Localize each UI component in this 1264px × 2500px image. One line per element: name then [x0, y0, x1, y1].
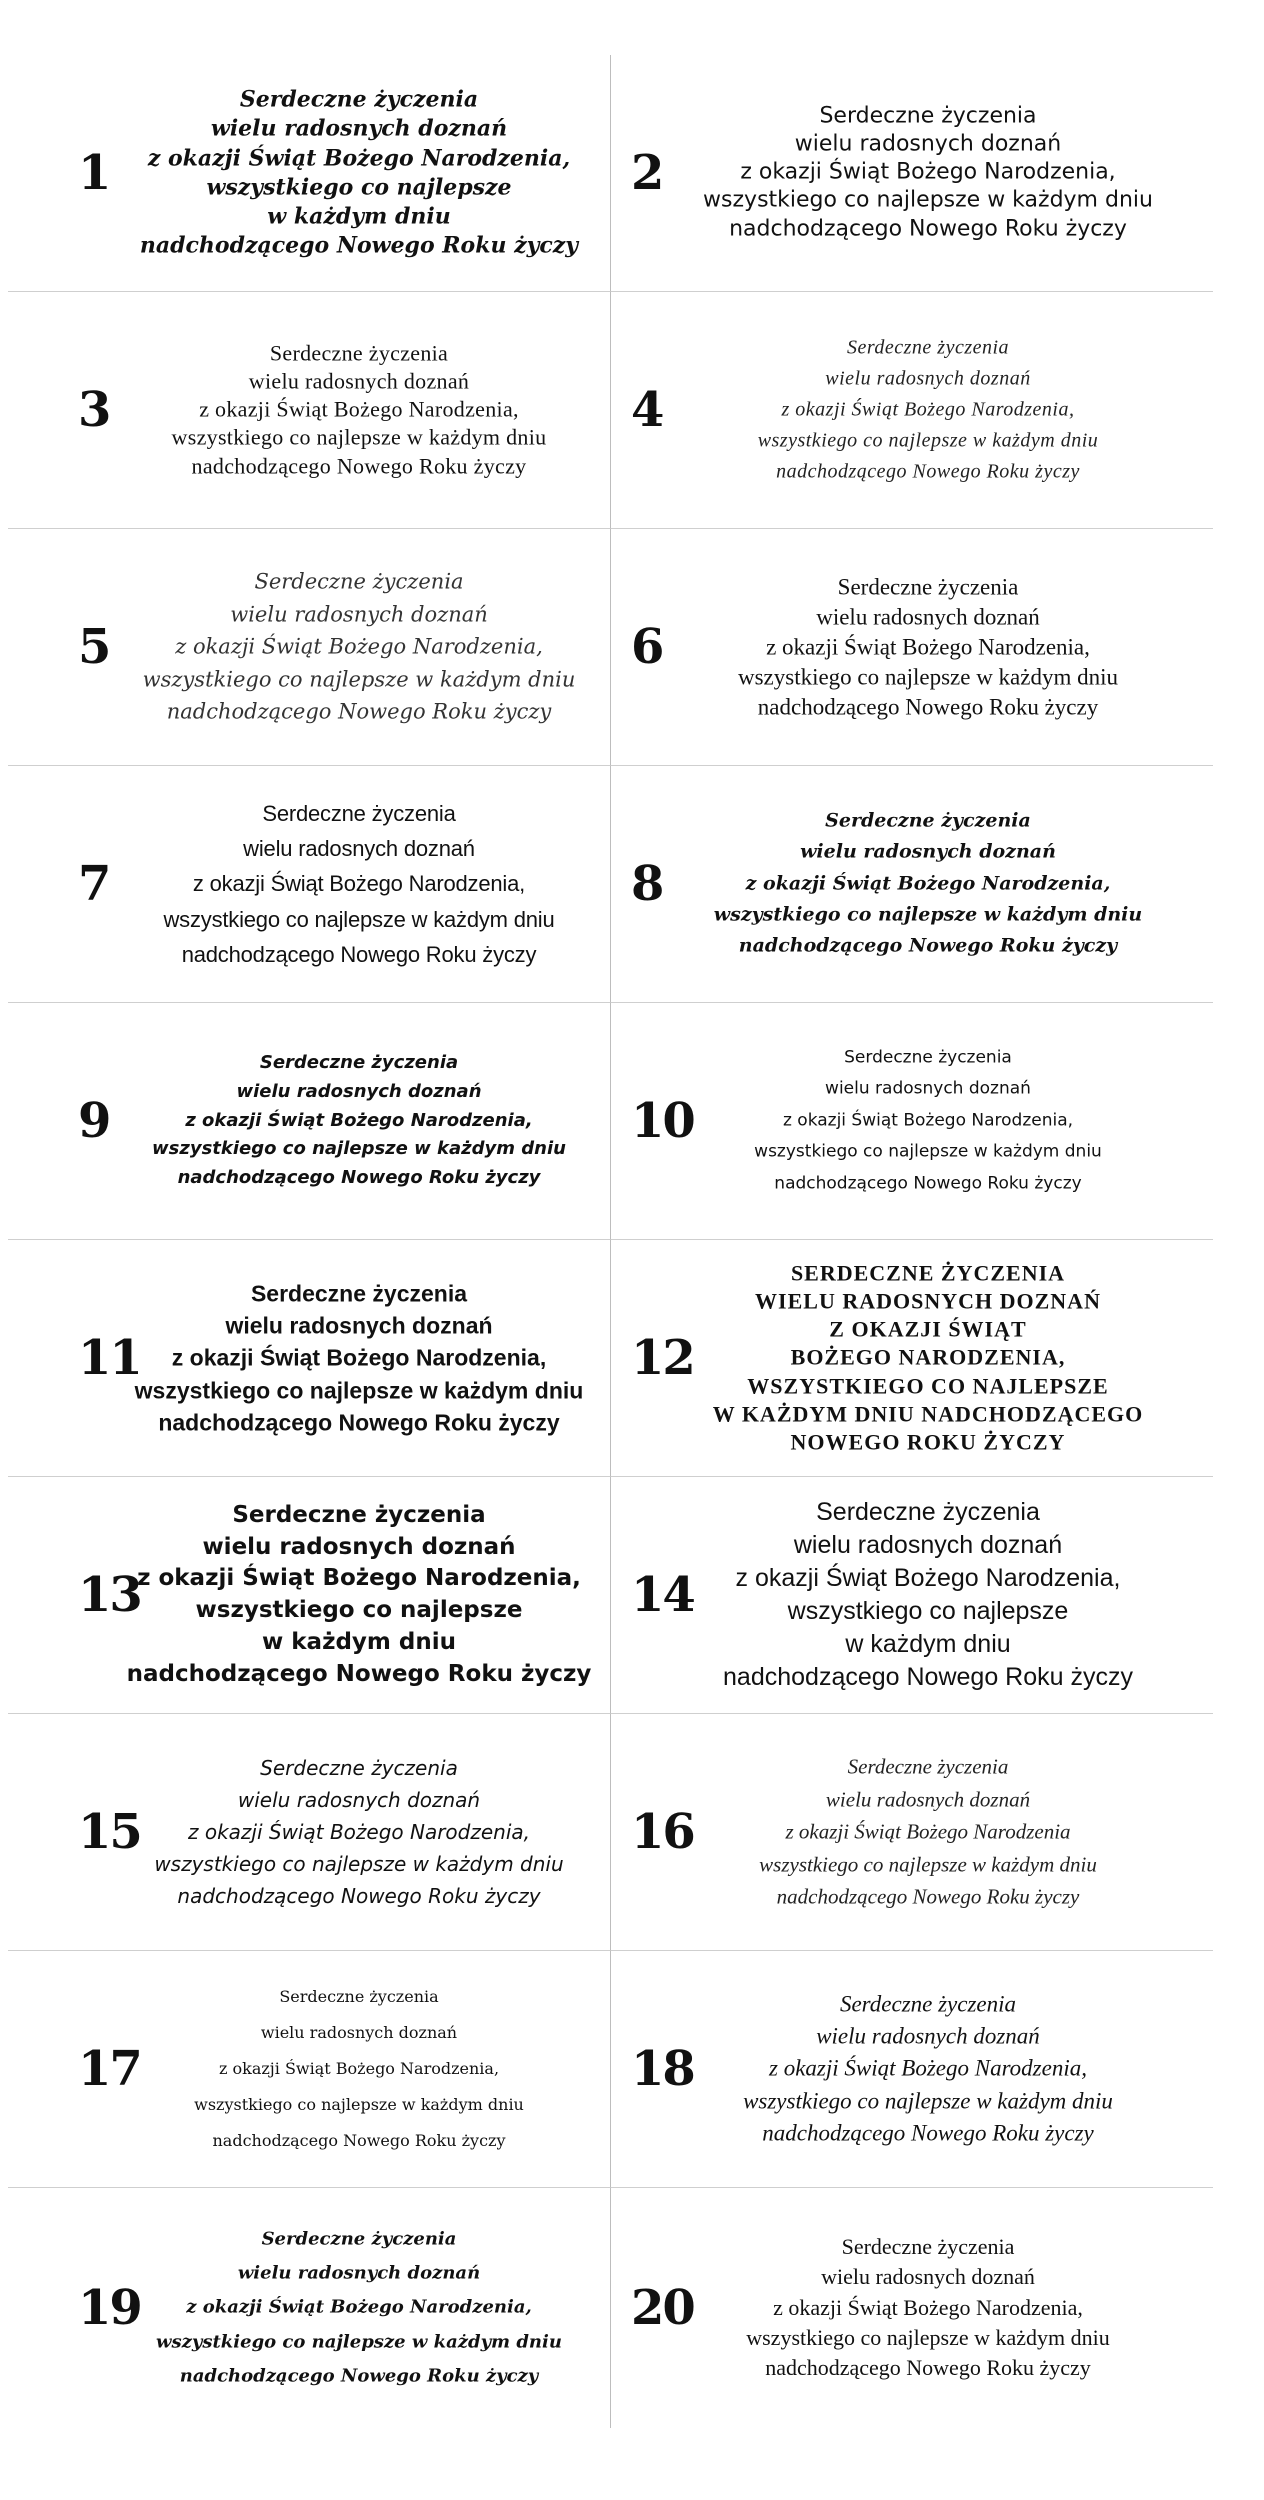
- greeting-line: Serdeczne życzenia: [279, 1987, 439, 2006]
- greeting-line: wielu radosnych doznań: [236, 1080, 482, 1102]
- card-number: 11: [78, 1330, 141, 1386]
- greeting-line: Serdeczne życzenia: [232, 1501, 486, 1528]
- greeting-line: wielu radosnych doznań: [248, 368, 470, 394]
- greeting-line: wszystkiego co najlepsze w każdym dniu: [152, 1138, 566, 1160]
- greeting-line: z okazji Świąt Bożego Narodzenia,: [147, 144, 571, 171]
- greeting-line: Serdeczne życzenia: [839, 1991, 1017, 2017]
- sample-card-15: [8, 1714, 611, 1951]
- sample-card-13: [8, 1477, 611, 1714]
- greeting-line: z okazji Świąt Bożego Narodzenia,: [735, 1564, 1121, 1592]
- card-greeting: [689, 572, 1167, 721]
- greeting-line: wszystkiego co najlepsze w każdym dniu: [156, 2331, 562, 2353]
- card-number: 9: [78, 1093, 110, 1149]
- sample-card-6: [611, 529, 1213, 766]
- greeting-line: z okazji Świąt Bożego Narodzenia,: [187, 1820, 531, 1844]
- greeting-line: Serdeczne życzenia: [261, 2228, 457, 2250]
- greeting-line: wszystkiego co najlepsze w każdym dniu: [163, 906, 555, 932]
- greeting-line: wszystkiego co najlepsze: [206, 174, 512, 200]
- greeting-line: nadchodzącego Nowego Roku życzy: [158, 1409, 560, 1436]
- greeting-line: NOWEGO ROKU ŻYCZY: [790, 1429, 1066, 1455]
- card-greeting: [118, 1500, 600, 1690]
- card-number: 6: [631, 619, 663, 675]
- card-greeting: [118, 1752, 600, 1912]
- greeting-line: wielu radosnych doznań: [210, 115, 508, 142]
- greeting-line: nadchodzącego Nowego Roku życzy: [765, 2355, 1091, 2381]
- sample-card-11: [8, 1240, 611, 1477]
- greeting-line: nadchodzącego Nowego Roku życzy: [738, 935, 1118, 958]
- greeting-line: z okazji Świąt Bożego Narodzenia,: [185, 1109, 533, 1131]
- sample-card-7: [8, 766, 611, 1003]
- greeting-line: wielu radosnych doznań: [825, 1078, 1031, 1099]
- card-number: 8: [631, 856, 663, 912]
- greeting-line: nadchodzącego Nowego Roku życzy: [177, 1884, 541, 1908]
- greeting-line: wszystkiego co najlepsze w każdym dniu: [754, 1141, 1102, 1162]
- greeting-line: nadchodzącego Nowego Roku życzy: [729, 216, 1127, 242]
- card-greeting: [689, 103, 1167, 244]
- greeting-line: wielu radosnych doznań: [237, 1788, 481, 1812]
- card-number: 17: [78, 2041, 141, 2097]
- card-number: 7: [78, 856, 110, 912]
- greeting-line: wszystkiego co najlepsze w każdym dniu: [746, 2325, 1110, 2351]
- sample-card-16: [611, 1714, 1213, 1951]
- greeting-line: Serdeczne życzenia: [254, 569, 464, 594]
- greeting-line: W KAŻDYM DNIU NADCHODZĄCEGO: [712, 1401, 1144, 1427]
- greeting-line: wielu radosnych doznań: [202, 1533, 516, 1560]
- sample-card-20: [611, 2188, 1213, 2428]
- sample-card-18: [611, 1951, 1213, 2188]
- greeting-line: nadchodzącego Nowego Roku życzy: [776, 460, 1080, 483]
- card-greeting: [689, 2232, 1167, 2384]
- greeting-line: Z OKAZJI ŚWIĄT: [829, 1316, 1027, 1342]
- sample-card-10: [611, 1003, 1213, 1240]
- sample-card-14: [611, 1477, 1213, 1714]
- greeting-line: BOŻEGO NARODZENIA,: [790, 1344, 1066, 1370]
- greeting-line: z okazji Świąt Bożego Narodzenia,: [745, 872, 1111, 895]
- greeting-line: Serdeczne życzenia: [269, 340, 449, 366]
- sample-card-12: [611, 1240, 1213, 1477]
- greeting-line: z okazji Świąt Bożego Narodzenia,: [740, 159, 1116, 185]
- greeting-line: nadchodzącego Nowego Roku życzy: [212, 2131, 506, 2150]
- greeting-line: Serdeczne życzenia: [825, 809, 1031, 832]
- greeting-line: wszystkiego co najlepsze w każdym dniu: [759, 1852, 1097, 1877]
- card-greeting: [118, 85, 600, 261]
- greeting-line: wszystkiego co najlepsze w każdym dniu: [757, 429, 1099, 452]
- card-greeting: [689, 1042, 1167, 1199]
- greeting-line: wielu radosnych doznań: [821, 2264, 1035, 2290]
- greeting-line: Serdeczne życzenia: [260, 1756, 458, 1780]
- font-sample-grid: [8, 55, 1213, 2428]
- card-number: 18: [631, 2041, 694, 2097]
- greeting-line: Serdeczne życzenia: [239, 86, 479, 113]
- greeting-line: WIELU RADOSNYCH DOZNAŃ: [755, 1288, 1101, 1314]
- greeting-line: wielu radosnych doznań: [794, 131, 1062, 157]
- card-greeting: [689, 333, 1167, 488]
- greeting-line: wielu radosnych doznań: [230, 602, 488, 627]
- greeting-line: w każdym dniu: [262, 1628, 456, 1655]
- greeting-line: Serdeczne życzenia: [846, 336, 1010, 359]
- greeting-line: nadchodzącego Nowego Roku życzy: [723, 1663, 1133, 1691]
- card-number: 14: [631, 1567, 694, 1623]
- greeting-line: Serdeczne życzenia: [250, 1280, 468, 1307]
- greeting-line: wszystkiego co najlepsze w każdym dniu: [142, 667, 576, 692]
- card-number: 19: [78, 2280, 141, 2336]
- card-number: 10: [631, 1093, 694, 1149]
- card-number: 15: [78, 1804, 141, 1860]
- greeting-line: z okazji Świąt Bożego Narodzenia,: [773, 2294, 1083, 2320]
- greeting-line: wszystkiego co najlepsze w każdym dniu: [737, 663, 1119, 689]
- greeting-line: nadchodzącego Nowego Roku życzy: [191, 453, 527, 479]
- greeting-line: Serdeczne życzenia: [837, 574, 1019, 600]
- greeting-line: nadchodzącego Nowego Roku życzy: [126, 1660, 592, 1687]
- greeting-line: wszystkiego co najlepsze w każdym dniu: [154, 1852, 564, 1876]
- greeting-line: z okazji Świąt Bożego Narodzenia,: [766, 634, 1090, 660]
- greeting-line: z okazji Świąt Bożego Narodzenia,: [137, 1565, 581, 1592]
- card-greeting: [118, 2223, 600, 2394]
- greeting-line: nadchodzącego Nowego Roku życzy: [762, 2120, 1094, 2146]
- greeting-line: wielu radosnych doznań: [816, 604, 1040, 630]
- sample-card-1: [8, 55, 611, 292]
- card-greeting: [689, 1496, 1167, 1694]
- card-greeting: [118, 566, 600, 729]
- greeting-line: nadchodzącego Nowego Roku życzy: [757, 693, 1099, 719]
- greeting-line: wszystkiego co najlepsze w każdym dniu: [713, 903, 1143, 926]
- card-greeting: [118, 796, 600, 972]
- greeting-line: wielu radosnych doznań: [825, 367, 1031, 390]
- sample-card-4: [611, 292, 1213, 529]
- greeting-line: wszystkiego co najlepsze: [195, 1597, 523, 1623]
- card-number: 12: [631, 1330, 694, 1386]
- greeting-line: Serdeczne życzenia: [819, 103, 1037, 129]
- card-greeting: [118, 1979, 600, 2159]
- greeting-line: Serdeczne życzenia: [259, 1052, 459, 1074]
- greeting-line: wielu radosnych doznań: [800, 840, 1056, 863]
- greeting-line: z okazji Świąt Bożego Narodzenia,: [192, 871, 526, 897]
- greeting-line: wszystkiego co najlepsze w każdym dniu: [134, 1377, 584, 1404]
- card-greeting: [689, 1751, 1167, 1914]
- sample-card-3: [8, 292, 611, 529]
- card-number: 5: [78, 619, 110, 675]
- card-greeting: [689, 1989, 1167, 2150]
- greeting-line: Serdeczne życzenia: [816, 1498, 1040, 1526]
- greeting-line: nadchodzącego Nowego Roku życzy: [776, 1884, 1080, 1909]
- card-greeting: [689, 1259, 1167, 1456]
- greeting-line: wielu radosnych doznań: [237, 2262, 481, 2284]
- greeting-line: Serdeczne życzenia: [262, 801, 456, 827]
- greeting-line: z okazji Świąt Bożego Narodzenia,: [782, 1110, 1074, 1131]
- greeting-line: nadchodzącego Nowego Roku życzy: [177, 1167, 541, 1189]
- greeting-line: wszystkiego co najlepsze w każdym dniu: [743, 2088, 1113, 2114]
- sample-card-19: [8, 2188, 611, 2428]
- card-number: 16: [631, 1804, 694, 1860]
- greeting-line: wielu radosnych doznań: [260, 2023, 458, 2042]
- greeting-line: wielu radosnych doznań: [243, 836, 475, 862]
- greeting-line: nadchodzącego Nowego Roku życzy: [179, 2365, 539, 2387]
- greeting-line: z okazji Świąt Bożego Narodzenia,: [175, 634, 543, 659]
- card-number: 3: [78, 382, 110, 438]
- greeting-line: WSZYSTKIEGO CO NAJLEPSZE: [747, 1373, 1109, 1399]
- greeting-line: wielu radosnych doznań: [825, 1787, 1031, 1812]
- card-greeting: [118, 340, 600, 481]
- greeting-line: wielu radosnych doznań: [793, 1531, 1063, 1559]
- greeting-line: z okazji Świąt Bożego Narodzenia,: [199, 396, 519, 422]
- greeting-line: z okazji Świąt Bożego Narodzenia,: [769, 2055, 1087, 2081]
- greeting-line: z okazji Świąt Bożego Narodzenia,: [781, 398, 1075, 421]
- card-greeting: [118, 1278, 600, 1439]
- greeting-line: wielu radosnych doznań: [816, 2023, 1040, 2049]
- greeting-line: z okazji Świąt Bożego Narodzenia,: [186, 2296, 532, 2318]
- greeting-line: Serdeczne życzenia: [847, 1754, 1009, 1779]
- greeting-line: z okazji Świąt Bożego Narodzenia: [785, 1819, 1071, 1844]
- greeting-line: wszystkiego co najlepsze: [787, 1597, 1069, 1625]
- greeting-line: wszystkiego co najlepsze w każdym dniu: [703, 188, 1153, 214]
- greeting-line: z okazji Świąt Bożego Narodzenia,: [171, 1344, 547, 1371]
- greeting-line: nadchodzącego Nowego Roku życzy: [139, 232, 579, 259]
- card-number: 1: [78, 145, 110, 201]
- card-number: 13: [78, 1567, 141, 1623]
- sample-card-8: [611, 766, 1213, 1003]
- greeting-line: Serdeczne życzenia: [841, 2234, 1015, 2260]
- greeting-line: z okazji Świąt Bożego Narodzenia,: [218, 2059, 500, 2078]
- card-greeting: [689, 806, 1167, 963]
- greeting-line: w każdym dniu: [267, 203, 451, 230]
- greeting-line: w każdym dniu: [845, 1630, 1011, 1658]
- greeting-line: wszystkiego co najlepsze w każdym dniu: [171, 425, 547, 451]
- card-number: 2: [631, 145, 663, 201]
- greeting-line: nadchodzącego Nowego Roku życzy: [166, 699, 552, 724]
- greeting-line: nadchodzącego Nowego Roku życzy: [181, 941, 537, 967]
- sample-card-2: [611, 55, 1213, 292]
- card-number: 4: [631, 382, 663, 438]
- greeting-line: nadchodzącego Nowego Roku życzy: [774, 1173, 1082, 1194]
- sample-card-17: [8, 1951, 611, 2188]
- greeting-line: wielu radosnych doznań: [225, 1312, 493, 1339]
- sample-card-5: [8, 529, 611, 766]
- greeting-line: wszystkiego co najlepsze w każdym dniu: [194, 2095, 524, 2114]
- card-number: 20: [631, 2280, 694, 2336]
- sample-card-9: [8, 1003, 611, 1240]
- card-greeting: [118, 1049, 600, 1193]
- greeting-line: Serdeczne życzenia: [844, 1047, 1012, 1068]
- greeting-line: SERDECZNE ŻYCZENIA: [790, 1260, 1066, 1286]
